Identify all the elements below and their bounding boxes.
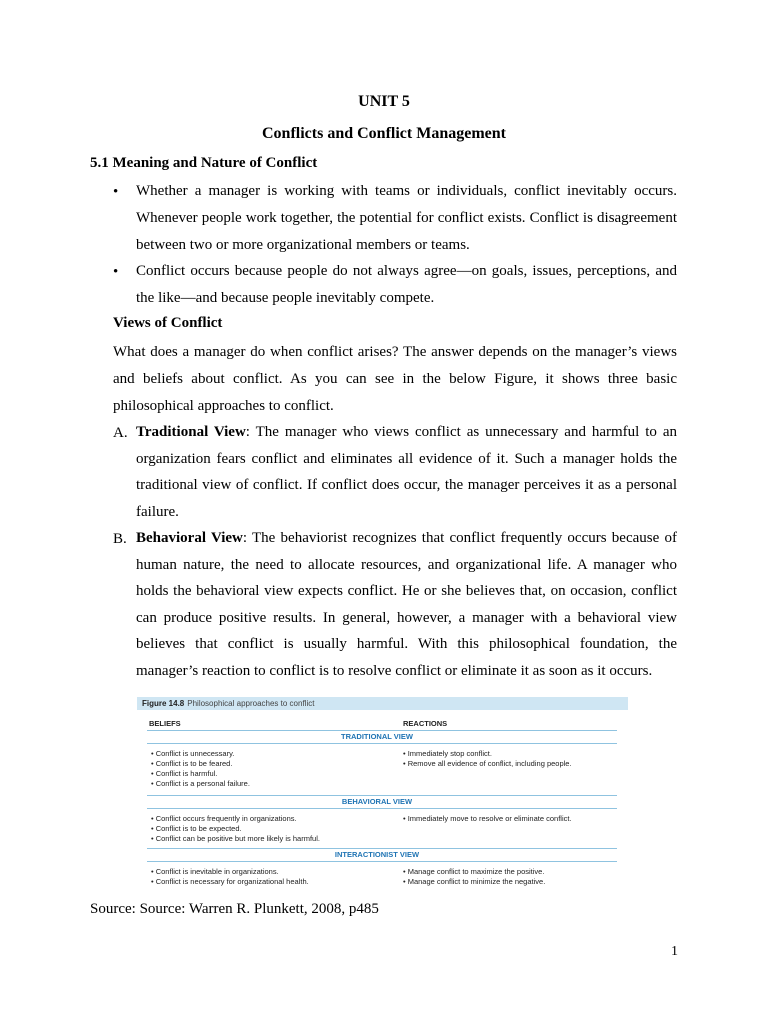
beliefs-column-header: BELIEFS [149,719,181,728]
belief-item: • Conflict is unnecessary. [151,749,235,758]
figure-philosophical-approaches [137,697,628,891]
list-letter: B. [113,531,127,547]
figure-divider [147,730,617,731]
figure-divider [147,795,617,796]
belief-item: • Conflict can be positive but more likely is harmful. [151,834,320,843]
views-heading: Views of Conflict [113,315,223,331]
page-number: 1 [671,944,678,959]
behavioral-view-label: BEHAVIORAL VIEW [341,797,413,806]
reactions-column-header: REACTIONS [403,719,448,728]
reaction-item: • Manage conflict to maximize the positive. [403,867,545,876]
list-item-behavioral [136,525,677,684]
reaction-item: • Manage conflict to minimize the negative. [403,877,546,886]
belief-item: • Conflict is necessary for organizational health. [151,877,309,886]
belief-item: • Conflict is to be feared. [151,759,233,768]
figure-caption: Philosophical approaches to conflict [187,699,315,708]
figure-divider [147,848,617,849]
bullet-marker: • [113,184,119,200]
bullet-item: Whether a manager is working with teams or individuals, conflict inevitably occurs. Whenever people work together, the potential for conflict exists. Conflict is disagreement between two or more organizational members or teams. [136,183,677,253]
list-term: Behavioral View [136,530,243,546]
interactionist-view-label: INTERACTIONIST VIEW [334,850,420,859]
reaction-item: • Remove all evidence of conflict, including people. [403,759,572,768]
belief-item: • Conflict is a personal failure. [151,779,250,788]
list-item-traditional [136,419,677,525]
views-intro-paragraph: What does a manager do when conflict arises? The answer depends on the manager’s views and beliefs about conflict. As you can see in the below Figure, it shows three basic philosophical approaches to conflict. [113,344,677,414]
figure-divider [147,808,617,809]
page-title: Conflicts and Conflict Management [262,125,506,142]
list-letter: A. [113,425,128,441]
list-text: : The manager who views conflict as unnecessary and harmful to an organization fears conflict and eliminates all evidence of it. Such a manager holds the traditional view of conflict. If conflict does occur, the manager perceives it as a personal failure. [136,424,677,520]
belief-item: • Conflict is to be expected. [151,824,242,833]
bullet-item: Conflict occurs because people do not always agree—on goals, issues, perceptions, and the like—and because people inevitably compete. [136,263,677,306]
reaction-item: • Immediately move to resolve or eliminate conflict. [403,814,572,823]
unit-heading: UNIT 5 [358,93,410,110]
list-text: : The behaviorist recognizes that conflict frequently occurs because of human nature, the need to allocate resources, and organizational life. A manager who holds the behavioral view expects conflict. He or she believes that, on occasion, conflict can produce positive results. In general, however, a manager with a behavioral view believes that conflict is usually harmful. With this philosophical foundation, the manager’s reaction to conflict is to resolve conflict or eliminate it as soon as it occurs. [136,530,677,679]
belief-item: • Conflict is harmful. [151,769,218,778]
figure-divider [147,743,617,744]
figure-header [137,697,628,710]
figure-divider [147,861,617,862]
belief-item: • Conflict is inevitable in organizations. [151,867,279,876]
belief-item: • Conflict occurs frequently in organizations. [151,814,297,823]
figure-number: Figure 14.8 [142,699,185,708]
section-heading: 5.1 Meaning and Nature of Conflict [90,155,318,171]
list-term: Traditional View [136,424,246,440]
figure-body [137,710,628,891]
bullet-marker: • [113,264,119,280]
traditional-view-label: TRADITIONAL VIEW [341,732,413,741]
reaction-item: • Immediately stop conflict. [403,749,492,758]
figure-source: Source: Source: Warren R. Plunkett, 2008, p485 [90,901,379,917]
